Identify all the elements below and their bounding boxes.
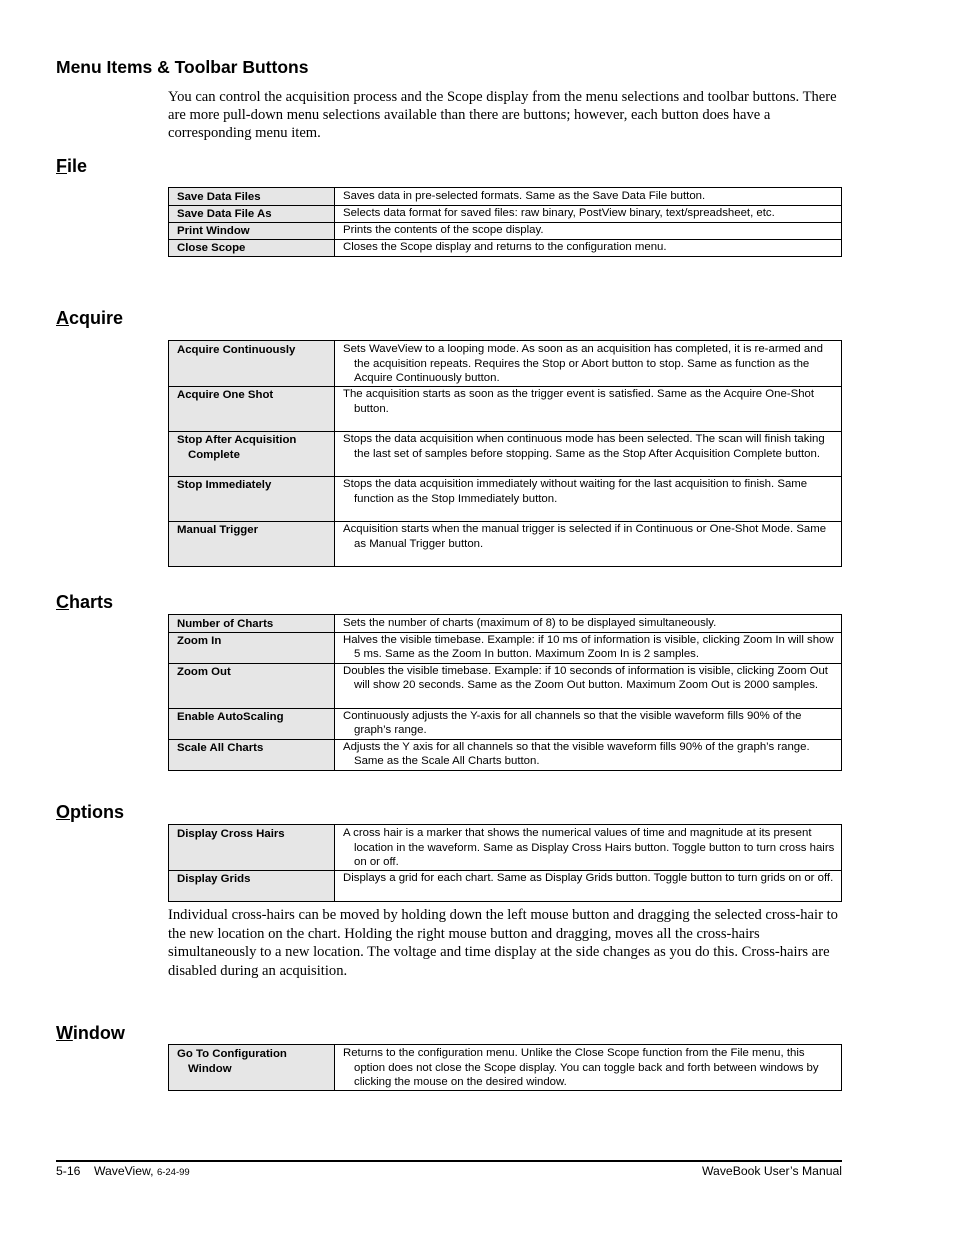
section-title-file-rest: ile <box>67 156 88 176</box>
section-title-window-rest: indow <box>72 1023 125 1043</box>
table-row <box>169 739 842 770</box>
menu-item-name-line1: Go To Configuration <box>177 1048 287 1060</box>
footer-page-number: 5-16 <box>56 1164 81 1178</box>
table-row <box>169 387 842 432</box>
section-title-file <box>56 156 87 177</box>
menu-item-description-text: Adjusts the Y axis for all channels so that the visible waveform fills 90% of the graph’s range. Same as the Scale All Charts button. <box>343 740 810 767</box>
menu-item-name-line2: Complete <box>188 448 240 461</box>
footer-product: WaveView, <box>93 1164 154 1178</box>
table-row <box>169 522 842 567</box>
menu-item-name: Display Grids <box>169 870 335 901</box>
section-title-acquire-first: A <box>56 308 69 328</box>
table-row <box>169 1045 842 1091</box>
menu-item-description <box>335 663 842 708</box>
menu-item-description <box>335 870 842 901</box>
menu-item-description-text: Displays a grid for each chart. Same as Display Grids button. Toggle button to turn grids on or off. <box>343 871 834 884</box>
menu-item-description <box>335 1045 842 1091</box>
table-row <box>169 663 842 708</box>
menu-item-name-line1: Stop After Acquisition <box>177 434 297 446</box>
menu-item-description <box>335 477 842 522</box>
options-menu-table <box>168 824 842 902</box>
section-title-acquire-rest: cquire <box>69 308 124 328</box>
menu-item-name: Zoom Out <box>169 663 335 708</box>
menu-item-description-text: Sets WaveView to a looping mode. As soon as an acquisition has completed, it is re-armed and the acquisition repeats. Requires the Stop or Abort button to stop. Same as function as the Acquire Continuously button. <box>343 343 823 384</box>
table-row <box>169 825 842 871</box>
acquire-menu-table <box>168 340 842 567</box>
menu-item-description <box>335 341 842 387</box>
table-row <box>169 432 842 477</box>
table-row <box>169 188 842 206</box>
intro-paragraph: You can control the acquisition process and the Scope display from the menu selections and toolbar buttons. There are more pull-down menu selections available than there are buttons; however, each button does have a corresponding menu item. <box>168 89 837 142</box>
footer-date: 6-24-99 <box>156 1167 190 1178</box>
menu-item-name: Acquire One Shot <box>169 387 335 432</box>
menu-item-description-text: The acquisition starts as soon as the trigger event is satisfied. Same as the Acquire One-Shot button. <box>343 388 815 415</box>
menu-item-name <box>169 1045 335 1091</box>
menu-item-description-text: Returns to the configuration menu. Unlike the Close Scope function from the File menu, this option does not close the Scope display. You can toggle back and forth between windows by clicking the mouse on the desired window. <box>343 1047 819 1088</box>
table-row <box>169 708 842 739</box>
menu-item-name-line2: Window <box>188 1062 232 1075</box>
footer-manual-title: WaveBook User’s Manual <box>702 1164 842 1178</box>
menu-item-description <box>335 825 842 871</box>
menu-item-description <box>335 387 842 432</box>
table-row <box>169 341 842 387</box>
menu-item-name: Print Window <box>169 223 335 240</box>
menu-item-name: Manual Trigger <box>169 522 335 567</box>
menu-item-description-text: Halves the visible timebase. Example: if 10 ms of information is visible, clicking Zoom In will show 5 ms. Same as the Zoom In button. Maximum Zoom In is 2 samples. <box>343 633 834 660</box>
menu-item-name: Number of Charts <box>169 615 335 633</box>
section-title-options-rest: ptions <box>70 802 125 822</box>
section-title-options-first: O <box>56 802 71 822</box>
menu-item-description <box>335 522 842 567</box>
section-title-charts-first: C <box>56 592 69 612</box>
section-title-window-first: W <box>56 1023 73 1043</box>
menu-item-description: Selects data format for saved files: raw binary, PostView binary, text/spreadsheet, etc. <box>335 206 842 223</box>
menu-item-name <box>169 432 335 477</box>
menu-item-description <box>335 432 842 477</box>
file-menu-table <box>168 187 842 257</box>
section-title-window <box>56 1023 125 1044</box>
menu-item-description: Prints the contents of the scope display. <box>335 223 842 240</box>
menu-item-description: Closes the Scope display and returns to the configuration menu. <box>335 240 842 257</box>
menu-item-description-text: Stops the data acquisition when continuous mode has been selected. The scan will finish taking the last set of samples before stopping. Same as the Stop After Acquisition Complete button. <box>343 433 825 460</box>
menu-item-name: Display Cross Hairs <box>169 825 335 871</box>
charts-menu-table <box>168 614 842 771</box>
menu-item-description-text: Sets the number of charts (maximum of 8) to be displayed simultaneously. <box>343 617 717 629</box>
table-row <box>169 240 842 257</box>
section-title-options <box>56 802 124 823</box>
table-row <box>169 223 842 240</box>
page-heading: Menu Items & Toolbar Buttons <box>56 57 309 77</box>
menu-item-description-text: Doubles the visible timebase. Example: if 10 seconds of information is visible, clicking Zoom Out will show 20 seconds. Same as the Zoom Out button. Maximum Zoom Out is 2000 samples. <box>343 664 828 691</box>
menu-item-description-text: Continuously adjusts the Y-axis for all channels so that the visible waveform fills 90% of the graph’s range. <box>343 709 802 736</box>
menu-item-description <box>335 708 842 739</box>
table-row <box>169 615 842 633</box>
menu-item-description-text: Acquisition starts when the manual trigger is selected if in Continuous or One-Shot Mode. Same as Manual Trigger button. <box>343 523 827 550</box>
table-row <box>169 870 842 901</box>
table-row <box>169 477 842 522</box>
menu-item-name: Close Scope <box>169 240 335 257</box>
section-title-charts-rest: harts <box>69 592 114 612</box>
menu-item-description-text: A cross hair is a marker that shows the numerical values of time and magnitude at its present location in the waveform. Same as Display Cross Hairs button. Toggle button to turn cross hairs on or off. <box>343 827 835 868</box>
menu-item-name: Save Data File As <box>169 206 335 223</box>
menu-item-description <box>335 739 842 770</box>
section-title-charts <box>56 592 113 613</box>
menu-item-name: Save Data Files <box>169 188 335 206</box>
table-row <box>169 632 842 663</box>
table-row <box>169 206 842 223</box>
menu-item-name: Scale All Charts <box>169 739 335 770</box>
menu-item-description <box>335 615 842 633</box>
footer-rule <box>56 1160 842 1162</box>
menu-item-description-text: Stops the data acquisition immediately without waiting for the last acquisition to finish. Same function as the Stop Immediately button. <box>343 478 808 505</box>
menu-item-name: Zoom In <box>169 632 335 663</box>
footer-left <box>56 1164 190 1178</box>
crosshairs-paragraph: Individual cross-hairs can be moved by holding down the left mouse button and dragging the selected cross-hair to the new location on the chart. Holding the right mouse button and dragging, moves all the cross-hairs simultaneously to a new location. The voltage and time display at the side changes as you do this. Cross-hairs are disabled during an acquisition. <box>168 907 838 979</box>
menu-item-name: Acquire Continuously <box>169 341 335 387</box>
menu-item-name: Stop Immediately <box>169 477 335 522</box>
section-title-acquire <box>56 308 123 329</box>
window-menu-table <box>168 1044 842 1091</box>
menu-item-name: Enable AutoScaling <box>169 708 335 739</box>
menu-item-description <box>335 632 842 663</box>
menu-item-description: Saves data in pre-selected formats. Same as the Save Data File button. <box>335 188 842 206</box>
section-title-file-first: F <box>56 156 67 176</box>
